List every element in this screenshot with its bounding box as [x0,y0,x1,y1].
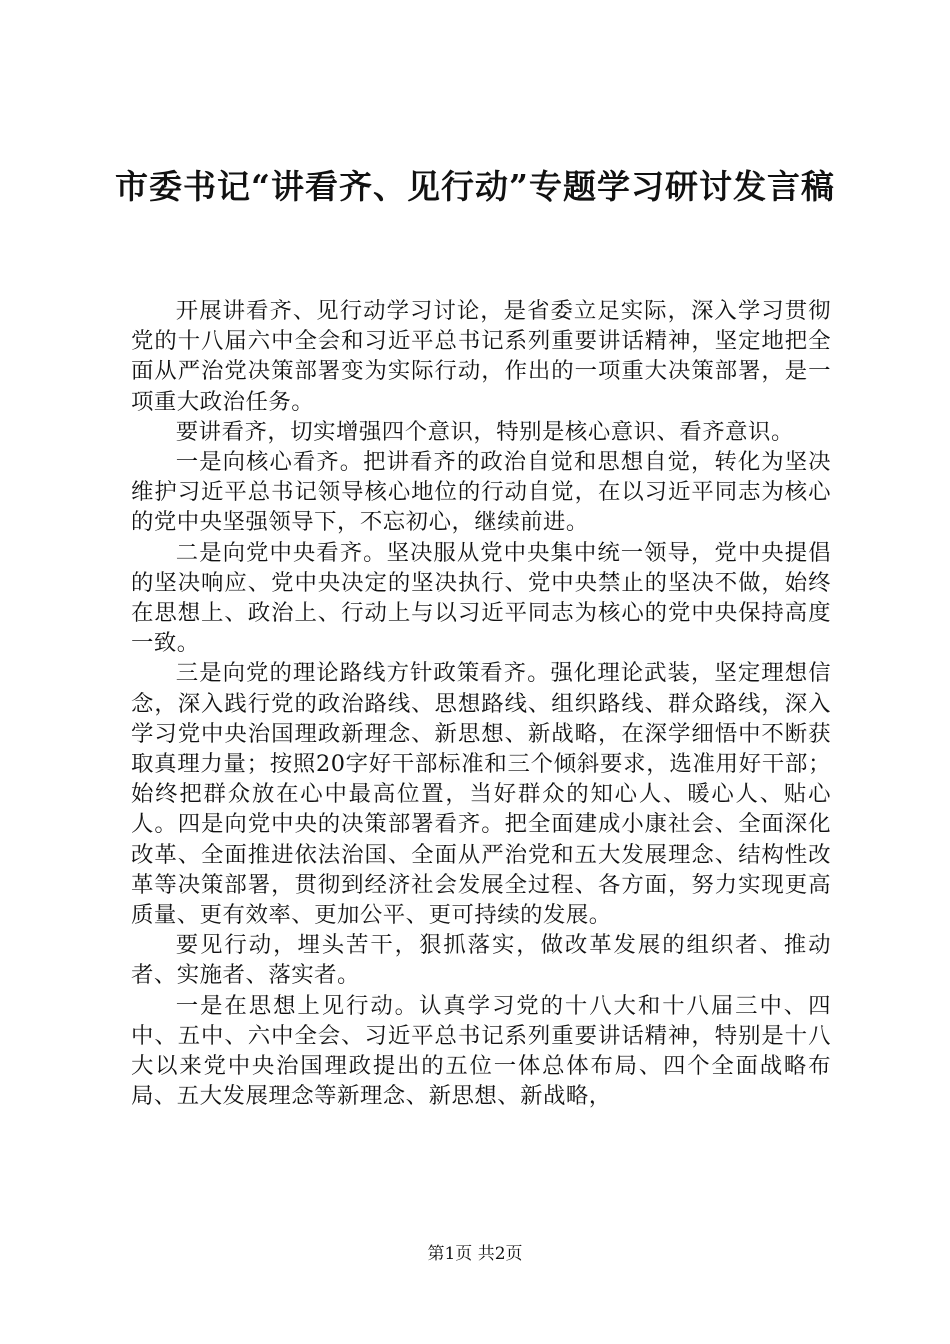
document-title: 市委书记“讲看齐、见行动”专题学习研讨发言稿 [115,167,835,206]
paragraph-point-2: 二是向党中央看齐。坚决服从党中央集中统一领导，党中央提倡的坚决响应、党中央决定的坚决执行、党中央禁止的坚决不做，始终在思想上、政治上、行动上与以习近平同志为核心的党中央保持高度一致。 [131,539,831,657]
document-body [131,296,831,1111]
paragraph-point-1: 一是向核心看齐。把讲看齐的政治自觉和思想自觉，转化为坚决维护习近平总书记领导核心地位的行动自觉，在以习近平同志为核心的党中央坚强领导下，不忘初心，继续前进。 [131,449,831,536]
paragraph-point-3: 三是向党的理论路线方针政策看齐。强化理论武装，坚定理想信念，深入践行党的政治路线、思想路线、组织路线、群众路线，深入学习党中央治国理政新理念、新思想、新战略，在深学细悟中不断获取真理力量；按照20字好干部标准和三个倾斜要求，选准用好干部；始终把群众放在心中最高位置，当好群众的知心人、暖心人、贴心人。四是向党中央的决策部署看齐。把全面建成小康社会、全面深化改革、全面推进依法治国、全面从严治党和五大发展理念、结构性改革等决策部署，贯彻到经济社会发展全过程、各方面，努力实现更高质量、更有效率、更加公平、更可持续的发展。 [131,660,831,929]
page-number-footer: 第1页 共2页 [427,1244,523,1264]
paragraph-action-1: 一是在思想上见行动。认真学习党的十八大和十八届三中、四中、五中、六中全会、习近平总书记系列重要讲话精神，特别是十八大以来党中央治国理政提出的五位一体总体布局、四个全面战略布局、五大发展理念等新理念、新思想、新战略， [131,992,831,1110]
paragraph-kan-qi: 要讲看齐，切实增强四个意识，特别是核心意识、看齐意识。 [175,418,794,445]
paragraph-xing-dong: 要见行动，埋头苦干，狠抓落实，做改革发展的组织者、推动者、实施者、落实者。 [131,932,831,989]
paragraph-intro: 开展讲看齐、见行动学习讨论，是省委立足实际，深入学习贯彻党的十八届六中全会和习近平总书记系列重要讲话精神，坚定地把全面从严治党决策部署变为实际行动，作出的一项重大决策部署，是一项重大政治任务。 [131,298,831,415]
